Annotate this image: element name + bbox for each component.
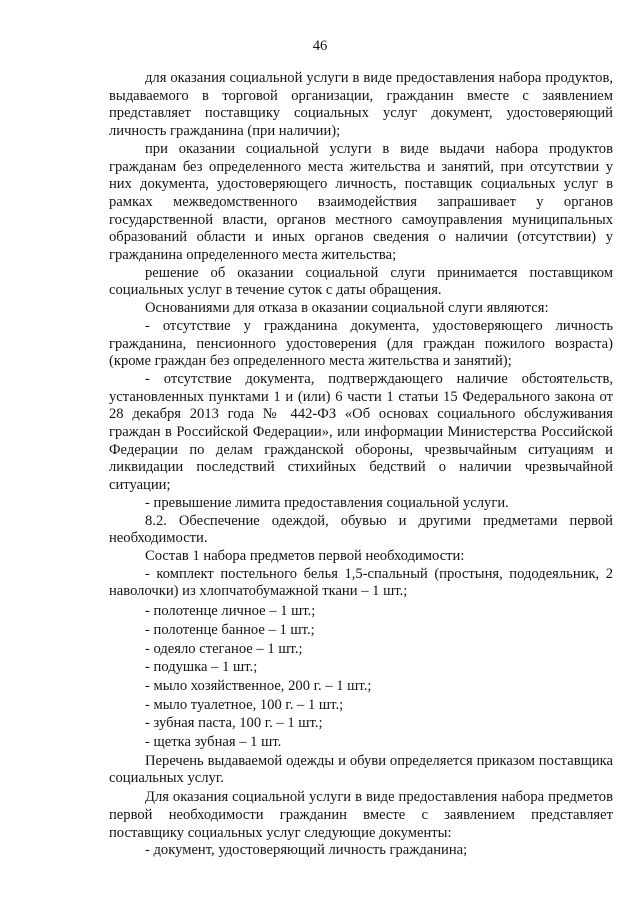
list-item: - мыло хозяйственное, 200 г. – 1 шт.; <box>145 677 372 694</box>
list-item: - щетка зубная – 1 шт. <box>145 734 282 751</box>
paragraph-6: - отсутствие документа, подтверждающего наличие обстоятельств, установленных пунктами 1 и (или) 6 части 1 статьи 15 Федерального закона от 28 декабря 2013 года № 442-ФЗ «Об основах социального обслуживания граждан в Российской Федерации», или информации Министерства Российской Федерации по делам гражданской обороны, чрезвычайным ситуациям и ликвидации последствий стихийных бедствий о наличии чрезвычайной ситуации; <box>109 370 613 494</box>
list-item: - полотенце личное – 1 шт.; <box>145 603 316 620</box>
list-item: - зубная паста, 100 г. – 1 шт.; <box>145 715 323 732</box>
list-item: - одеяло стеганое – 1 шт.; <box>145 640 303 657</box>
paragraph-5: - отсутствие у гражданина документа, удостоверяющего личность гражданина, пенсионного удостоверения (для граждан пожилого возраста) (кроме граждан без определенного места жительства и занятий); <box>109 317 613 370</box>
document-body <box>109 70 613 860</box>
paragraph-21: - документ, удостоверяющий личность гражданина; <box>145 842 468 859</box>
paragraph-4: Основаниями для отказа в оказании социальной слуги являются: <box>145 300 549 317</box>
list-item: - подушка – 1 шт.; <box>145 659 258 676</box>
paragraph-1: для оказания социальной услуги в виде предоставления набора продуктов, выдаваемого в торговой организации, гражданин вместе с заявлением представляет поставщику социальных услуг документ, удостоверяющий личность гражданина (при наличии); <box>109 70 613 140</box>
list-item: - мыло туалетное, 100 г. – 1 шт.; <box>145 696 344 713</box>
section-heading-8-2: 8.2. Обеспечение одеждой, обувью и другими предметами первой необходимости. <box>109 512 613 547</box>
paragraph-7: - превышение лимита предоставления социальной услуги. <box>145 494 509 511</box>
paragraph-19: Перечень выдаваемой одежды и обуви определяется приказом поставщика социальных услуг. <box>109 752 613 787</box>
list-item: - комплект постельного белья 1,5-спальный (простыня, пододеяльник, 2 наволочки) из хлопчатобумажной ткани – 1 шт.; <box>109 565 613 600</box>
paragraph-9: Состав 1 набора предметов первой необходимости: <box>145 547 465 564</box>
paragraph-20: Для оказания социальной услуги в виде предоставления набора предметов первой необходимости гражданин вместе с заявлением представляет поставщику социальных услуг следующие документы: <box>109 789 613 841</box>
paragraph-2: при оказании социальной услуги в виде выдачи набора продуктов гражданам без определенного места жительства и занятий, при отсутствии у них документа, удостоверяющего личность, поставщик социальных услуг в рамках межведомственного взаимодействия запрашивает у органов государственной власти, органов местного самоуправления муниципальных образований области и иных органов сведения о наличии (отсутствии) у гражданина определенного места жительства; <box>109 140 613 264</box>
list-item: - полотенце банное – 1 шт.; <box>145 621 315 638</box>
paragraph-3: решение об оказании социальной слуги принимается поставщиком социальных услуг в течение суток с даты обращения. <box>109 264 613 299</box>
page-number: 46 <box>312 38 328 54</box>
